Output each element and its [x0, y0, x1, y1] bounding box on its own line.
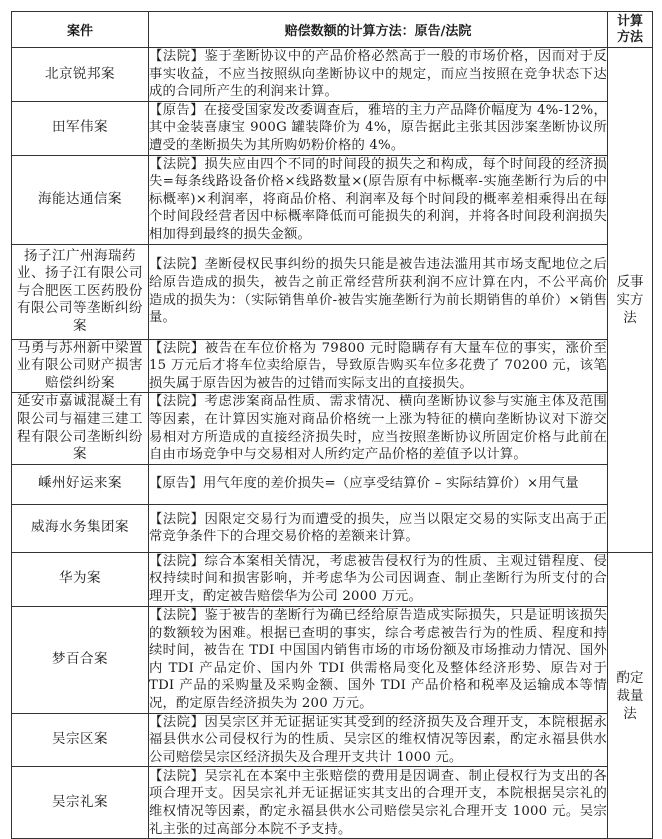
table-row — [12, 101, 653, 155]
case-description: 【法院】垄断侵权民事纠纷的损失只能是被告违法滥用其市场支配地位之后给原告造成的损失，被告之前正常经营所获利润不应计算在内，不公平高价造成的损失为：（实际销售单价-被告实施垄断行为前长期销售的单价）×销售量。 — [149, 244, 608, 339]
case-description: 【法院】鉴于被告的垄断行为确已经给原告造成实际损失，只是证明该损失的数额较为困难。根据已查明的事实，综合考虑被告行为的性质、程度和持续时间，被告在 TDI 中国国内销售市场的市场份额及市场推动力情况、国外内 TDI 产品定价、国内外 TDI 供需格局变化及整体经济形势、原告对于 TDI 产品的采购量及采购金额、国外 TDI 产品价格和税率及运输成本等情况，酌定原告经济损失为 200 万元。 — [149, 606, 608, 713]
case-description: 【法院】考虑涉案商品性质、需求情况、横向垄断协议参与实施主体及范围等因素，在计算因实施对商品价格统一上涨为特征的横向垄断协议对下游交易相对方所造成的直接经济损失时，应当按照垄断协议所固定价格与此前在自由市场竞争中与交易相对人所约定产品价格的差值予以计算。 — [149, 393, 608, 464]
case-description: 【法院】损失应由四个不同的时间段的损失之和构成，每个时间段的经济损失=每条线路设备价格×线路数量×(原告原有中标概率-实施垄断行为后的中标概率)×利润率，将商品价格、利润率及每个时间段的概率差相乘得出在每个时间段经营者因中标概率降低而可能损失的利润，并将各时间段利润损失相加得到最终的损失金额。 — [149, 155, 608, 244]
table-row — [12, 767, 653, 839]
case-description: 【法院】因吴宗区并无证据证实其受到的经济损失及合理开支，本院根据永福县供水公司侵权行为的性质、吴宗区的维权情况等因素，酌定永福县供水公司赔偿吴宗区经济损失及合理开支共计 1000 元。 — [149, 713, 608, 767]
case-name: 海能达通信案 — [12, 155, 149, 244]
table-row — [12, 464, 653, 504]
table-row — [12, 552, 653, 606]
case-name: 延安市嘉诚混凝土有限公司与福建三建工程有限公司垄断纠纷案 — [12, 393, 149, 464]
method-group-counterfactual — [608, 48, 653, 553]
case-description: 【原告】在接受国家发改委调查后，雅培的主力产品降价幅度为 4%-12%，其中金装喜康宝 900G 罐装降价为 4%，原告据此主张其因涉案垄断协议所遭受的垄断损失为其所购奶粉价格的 4%。 — [149, 101, 608, 155]
case-name: 威海水务集团案 — [12, 504, 149, 552]
header-method — [608, 12, 653, 48]
table-row — [12, 393, 653, 464]
case-name: 马勇与苏州新中梁置业有限公司财产损害赔偿纠纷案 — [12, 339, 149, 393]
table-header-row — [12, 12, 653, 48]
case-name: 嵊州好运来案 — [12, 464, 149, 504]
case-description: 【法院】吴宗礼在本案中主张赔偿的费用是因调查、制止侵权行为支出的各项合理开支。因吴宗礼并无证据证实其支出的合理开支，本院根据吴宗礼的维权情况等因素，酌定永福县供水公司赔偿吴宗礼合理开支 1000 元。吴宗礼主张的过高部分本院不予支持。 — [149, 767, 608, 839]
table-row — [12, 713, 653, 767]
case-name: 吴宗礼案 — [12, 767, 149, 839]
case-description: 【法院】鉴于垄断协议中的产品价格必然高于一般的市场价格，因而对于反事实收益，不应当按照纵向垄断协议中的规定，而应当按照在竞争状态下达成的合同所产生的利润来计算。 — [149, 48, 608, 102]
table-row — [12, 504, 653, 552]
case-description: 【法院】因限定交易行为而遭受的损失，应当以限定交易的实际支出高于正常竞争条件下的合理交易价格的差额来计算。 — [149, 504, 608, 552]
method-group-discretionary — [608, 552, 653, 839]
header-calculation: 赔偿数额的计算方法：原告/法院 — [149, 12, 608, 48]
case-name: 扬子江广州海瑞药业、扬子江有限公司与合肥医工医药股份有限公司等垄断纠纷案 — [12, 244, 149, 339]
table-row — [12, 48, 653, 102]
damages-calculation-table — [11, 11, 653, 839]
case-name: 田军伟案 — [12, 101, 149, 155]
table-row — [12, 339, 653, 393]
table-row — [12, 155, 653, 244]
header-method-text: 计算方法 — [616, 13, 643, 45]
case-name: 吴宗区案 — [12, 713, 149, 767]
case-name: 梦百合案 — [12, 606, 149, 713]
case-name: 北京锐邦案 — [12, 48, 149, 102]
method-label: 反事实方法 — [616, 273, 644, 326]
case-description: 【法院】综合本案相关情况，考虑被告侵权行为的性质、主观过错程度、侵权持续时间和损害影响，并考虑华为公司因调查、制止垄断行为所支付的合理开支，酌定被告赔偿华为公司 2000 万元。 — [149, 552, 608, 606]
case-description: 【法院】被告在车位价格为 79800 元时隐瞒存有大量车位的事实，涨价至 15 万元后才将车位卖给原告，导致原告购买车位多花费了 70200 元，该笔损失属于原告因为被告的过错而实际支出的直接损失。 — [149, 339, 608, 393]
table-row — [12, 244, 653, 339]
method-label: 酌定裁量法 — [616, 669, 644, 722]
header-case: 案件 — [12, 12, 149, 48]
table-row — [12, 606, 653, 713]
case-description: 【原告】用气年度的差价损失=（应享受结算价 – 实际结算价）×用气量 — [149, 464, 608, 504]
case-name: 华为案 — [12, 552, 149, 606]
